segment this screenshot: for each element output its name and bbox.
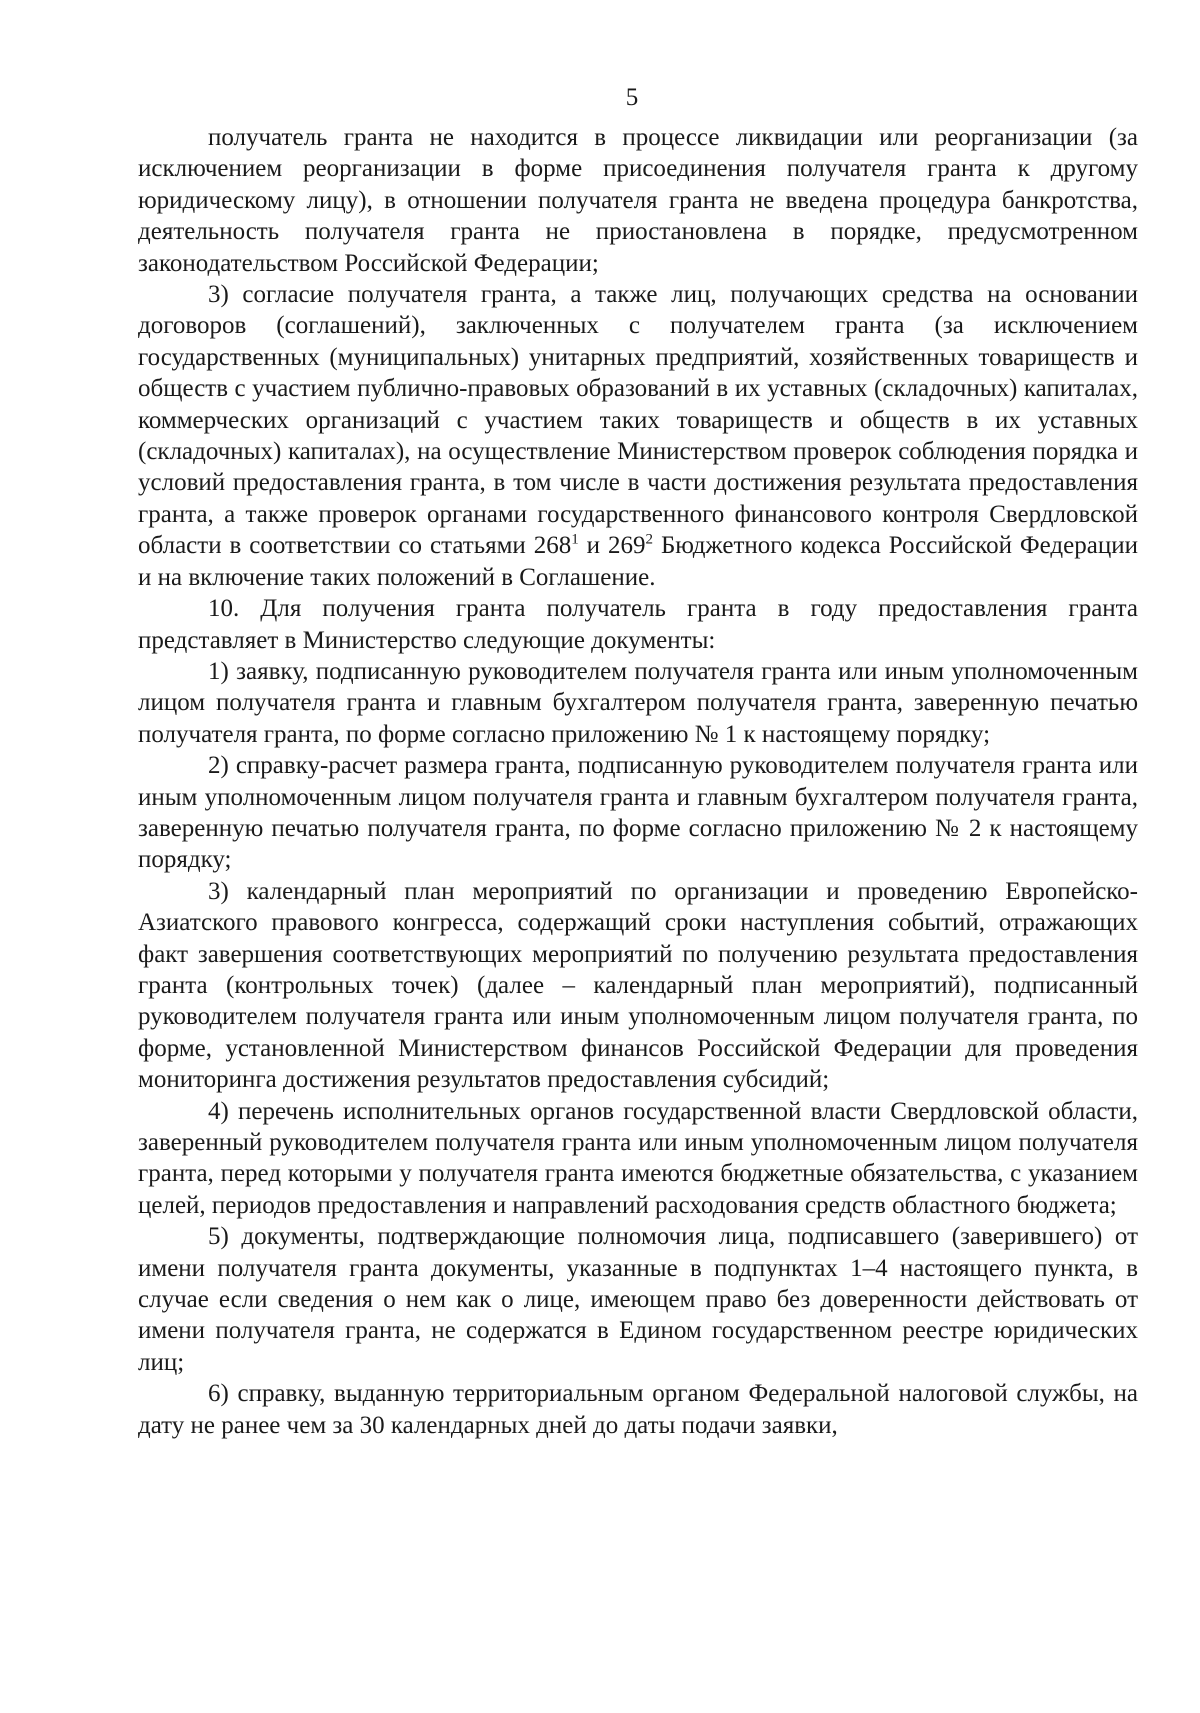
paragraph-item-3-consent — [138, 279, 1138, 593]
paragraph-item-3-tail: Бюджетного кодекса Российской Федерации и на включение таких положений в Соглашение. — [138, 532, 1138, 591]
paragraph-item-3-calendar-plan: 3) календарный план мероприятий по организации и проведению Европейско-Азиатского правового конгресса, содержащий сроки наступления событий, отражающих факт завершения соответствующих мероприятий по получению результата предоставления гранта (контрольных точек) (далее – календарный план мероприятий), подписанный руководителем получателя гранта или иным уполномоченным лицом получателя гранта, по форме, установленной Министерством финансов Российской Федерации для проведения мониторинга достижения результатов предоставления субсидий; — [138, 877, 1138, 1094]
paragraph-item-4-list-of-bodies: 4) перечень исполнительных органов государственной власти Свердловской области, заверенный руководителем получателя гранта или иным уполномоченным лицом получателя гранта, перед которыми у получателя гранта имеются бюджетные обязательства, с указанием целей, периодов предоставления и направлений расходования средств областного бюджета; — [138, 1097, 1138, 1219]
paragraph-10-documents: 10. Для получения гранта получатель гранта в году предоставления гранта представляет в Министерство следующие документы: — [138, 595, 1138, 654]
paragraph-item-3-text: 3) согласие получателя гранта, а также лиц, получающих средства на основании договоров (соглашений), заключенных с получателем гранта (за исключением государственных (муниципальных) унитарных предприятий, хозяйственных товариществ и обществ с участием публично-правовых образований в их уставных (складочных) капиталах, коммерческих организаций с участием таких товариществ и обществ в их уставных (складочных) капиталах), на осуществление Министерством проверок соблюдения порядка и условий предоставления гранта, в том числе в части достижения результата предоставления гранта, а также проверок органами государственного финансового контроля Свердловской области в соответствии со статьями 268 — [138, 281, 1138, 560]
page-number: 5 — [625, 84, 639, 111]
paragraph-liquidation: получатель гранта не находится в процессе ликвидации или реорганизации (за исключением реорганизации в форме присоединения получателя гранта к другому юридическому лицу), в отношении получателя гранта не введена процедура банкротства, деятельность получателя гранта не приостановлена в порядке, предусмотренном законодательством Российской Федерации; — [138, 124, 1138, 277]
document-body — [138, 122, 1138, 1441]
paragraph-item-1-application: 1) заявку, подписанную руководителем получателя гранта или иным уполномоченным лицом получателя гранта и главным бухгалтером получателя гранта, заверенную печатью получателя гранта, по форме согласно приложению № 1 к настоящему порядку; — [138, 657, 1138, 748]
superscript-2: 2 — [645, 531, 653, 548]
paragraph-item-2-calculation: 2) справку-расчет размера гранта, подписанную руководителем получателя гранта или иным уполномоченным лицом получателя гранта и главным бухгалтером получателя гранта, заверенную печатью получателя гранта, по форме согласно приложению № 2 к настоящему порядку; — [138, 752, 1138, 874]
paragraph-item-6-tax-certificate: 6) справку, выданную территориальным органом Федеральной налоговой службы, на дату не ранее чем за 30 календарных дней до даты подачи заявки, — [138, 1380, 1138, 1439]
paragraph-item-3-mid: и 269 — [578, 532, 646, 560]
paragraph-item-5-authority-documents: 5) документы, подтверждающие полномочия лица, подписавшего (заверившего) от имени получателя гранта документы, указанные в подпунктах 1–4 настоящего пункта, в случае если сведения о нем как о лице, имеющем право без доверенности действовать от имени получателя гранта, не содержатся в Едином государственном реестре юридических лиц; — [138, 1223, 1138, 1376]
superscript-1: 1 — [571, 531, 579, 548]
